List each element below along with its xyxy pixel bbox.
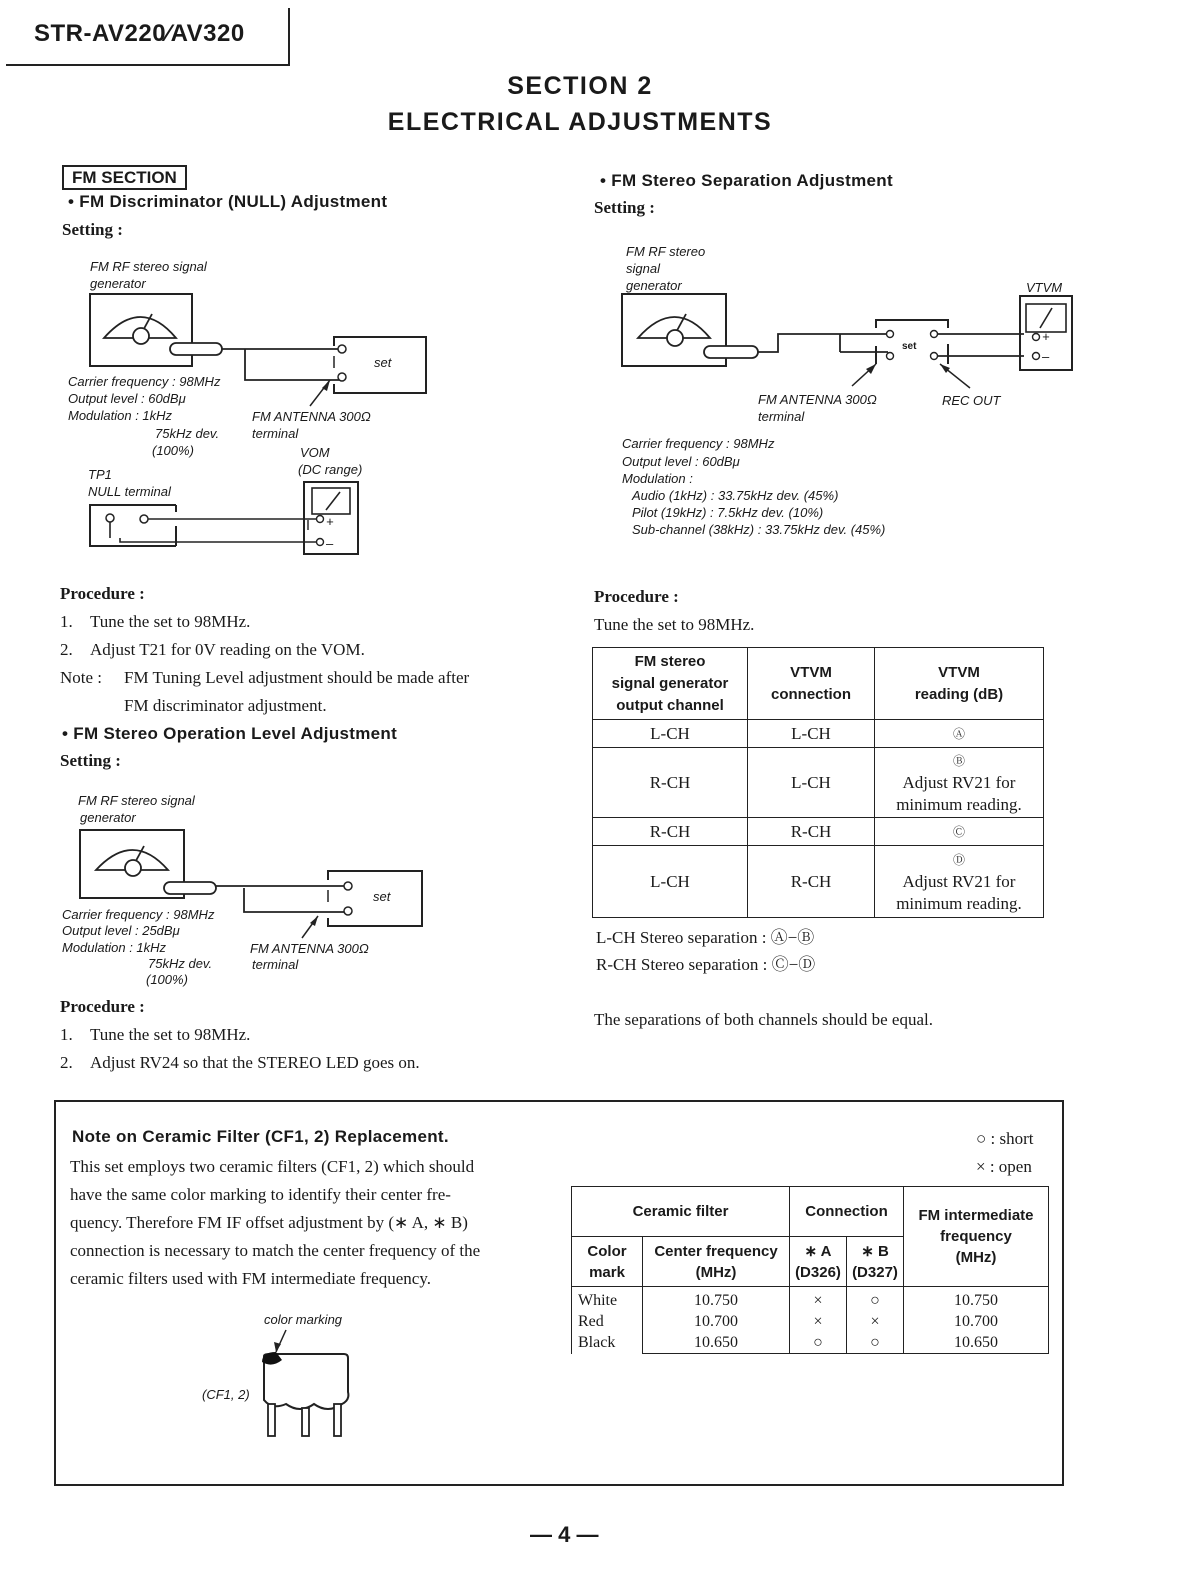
disc-generator-label-2: generator	[90, 276, 146, 291]
sep-gen-cell: R-CH	[593, 748, 748, 818]
sep-procedure-text: Tune the set to 98MHz.	[594, 615, 755, 634]
cf-color-cell: White Red Black	[572, 1287, 643, 1354]
model-name: STR-AV220⁄AV320	[34, 20, 245, 47]
ceramic-paragraph-line-3: quency. Therefore FM IF offset adjustment by (∗ A, ∗ B)	[70, 1213, 468, 1232]
sep-generator-label-2: signal	[626, 261, 660, 276]
vtvm-label: VTVM	[1026, 280, 1063, 295]
vtvm-minus: –	[1042, 349, 1050, 364]
disc-step-1: 1. Tune the set to 98MHz.	[60, 612, 251, 631]
disc-output: Output level : 60dBμ	[68, 391, 186, 406]
vom-plus: +	[326, 514, 334, 529]
op-generator-label-1: FM RF stereo signal	[78, 793, 195, 808]
cf-head-connection: Connection	[790, 1187, 904, 1237]
disc-generator-label-1: FM RF stereo signal	[90, 259, 207, 274]
op-step-1: 1. Tune the set to 98MHz.	[60, 1025, 251, 1044]
disc-step-2: 2. Adjust T21 for 0V reading on the VOM.	[60, 640, 365, 659]
cf-label: (CF1, 2)	[202, 1387, 250, 1402]
sep-conn-cell: L-CH	[748, 748, 875, 818]
ceramic-paragraph-line-5: ceramic filters used with FM intermediate frequency.	[70, 1269, 431, 1288]
sep-conn-cell: L-CH	[748, 720, 875, 748]
sep-conn-cell: R-CH	[748, 846, 875, 918]
sep-procedure-label: Procedure :	[594, 587, 679, 606]
disc-dev: 75kHz dev.	[155, 426, 220, 441]
disc-antenna-1: FM ANTENNA 300Ω	[252, 409, 371, 424]
ceramic-filter-table	[571, 1186, 1049, 1354]
sep-subchannel: Sub-channel (38kHz) : 33.75kHz dev. (45%)	[632, 522, 886, 537]
sep-set-label: set	[902, 341, 917, 352]
sep-gen-cell: R-CH	[593, 818, 748, 846]
op-antenna-2: terminal	[252, 957, 299, 972]
cf-center-cell: 10.750 10.700 10.650	[643, 1287, 790, 1354]
disc-set-label: set	[374, 355, 392, 370]
op-generator-label-2: generator	[80, 810, 136, 825]
section-title: ELECTRICAL ADJUSTMENTS	[387, 108, 773, 136]
sep-reading-cell: Ⓑ Adjust RV21 for minimum reading.	[875, 748, 1044, 818]
disc-note: Note : FM Tuning Level adjustment should be made after	[60, 668, 470, 687]
section-number: SECTION 2	[507, 72, 653, 100]
color-marking-label: color marking	[264, 1312, 343, 1327]
operation-level-heading: • FM Stereo Operation Level Adjustment	[62, 724, 398, 743]
cf-table-header-1	[572, 1187, 1049, 1237]
op-output: Output level : 25dBμ	[62, 923, 180, 938]
disc-modulation: Modulation : 1kHz	[68, 408, 173, 423]
sep-antenna-2: terminal	[758, 409, 805, 424]
op-antenna-1: FM ANTENNA 300Ω	[250, 941, 369, 956]
separation-equal-note: The separations of both channels should be equal.	[594, 1010, 933, 1029]
sep-conn-cell: R-CH	[748, 818, 875, 846]
sep-audio: Audio (1kHz) : 33.75kHz dev. (45%)	[632, 488, 839, 503]
sep-generator-label-1: FM RF stereo	[626, 244, 706, 259]
cf-a-cell: × × ○	[790, 1287, 847, 1354]
disc-carrier: Carrier frequency : 98MHz	[68, 374, 221, 389]
sep-reading-cell: Ⓓ Adjust RV21 for minimum reading.	[875, 846, 1044, 918]
sep-gen-cell: L-CH	[593, 720, 748, 748]
null-terminal-label: NULL terminal	[88, 484, 171, 499]
op-pct: (100%)	[146, 972, 188, 987]
fm-section-label: FM SECTION	[62, 165, 187, 190]
sep-head-connection: VTVM connection	[748, 648, 875, 720]
separation-setting-label: Setting :	[594, 198, 655, 217]
vom-label: VOM	[300, 445, 330, 460]
sep-carrier: Carrier frequency : 98MHz	[622, 436, 775, 451]
disc-pct: (100%)	[152, 443, 194, 458]
sep-head-generator: FM stereo signal generator output channel	[593, 648, 748, 720]
tp1-label: TP1	[88, 467, 112, 482]
operation-setting-label: Setting :	[60, 751, 121, 770]
discriminator-setting-label: Setting :	[62, 220, 123, 239]
vtvm-plus: +	[1042, 329, 1050, 344]
lch-separation-result: L-CH Stereo separation : Ⓐ−Ⓑ	[596, 928, 815, 947]
ceramic-paragraph-line-4: connection is necessary to match the center frequency of the	[70, 1241, 481, 1260]
cf-b-cell: ○ × ○	[847, 1287, 904, 1354]
sep-antenna-1: FM ANTENNA 300Ω	[758, 392, 877, 407]
sep-generator-label-3: generator	[626, 278, 682, 293]
disc-note-cont: FM discriminator adjustment.	[124, 696, 327, 715]
separation-heading: • FM Stereo Separation Adjustment	[600, 171, 893, 190]
sep-head-reading: VTVM reading (dB)	[875, 648, 1044, 720]
cf-fm-cell: 10.750 10.700 10.650	[904, 1287, 1049, 1354]
rec-out-label: REC OUT	[942, 393, 1001, 408]
disc-antenna-2: terminal	[252, 426, 299, 441]
op-set-label: set	[373, 889, 391, 904]
cf-head-fm-if: FM intermediate frequency (MHz)	[904, 1187, 1049, 1287]
sep-gen-cell: L-CH	[593, 846, 748, 918]
sep-reading-cell: Ⓒ	[875, 818, 1044, 846]
op-modulation: Modulation : 1kHz	[62, 940, 167, 955]
cf-head-a: ∗ A (D326)	[790, 1237, 847, 1287]
cf-head-center: Center frequency (MHz)	[643, 1237, 790, 1287]
sep-output: Output level : 60dBμ	[622, 454, 740, 469]
op-procedure-label: Procedure :	[60, 997, 145, 1016]
sep-modulation: Modulation :	[622, 471, 693, 486]
rch-separation-result: R-CH Stereo separation : Ⓒ−Ⓓ	[596, 955, 816, 974]
discriminator-heading: • FM Discriminator (NULL) Adjustment	[68, 192, 388, 211]
cf-head-color: Color mark	[572, 1237, 643, 1287]
legend-short: ○ : short	[976, 1129, 1034, 1148]
vom-minus: –	[326, 536, 334, 551]
vom-range: (DC range)	[298, 462, 363, 477]
cf-head-ceramic: Ceramic filter	[572, 1187, 790, 1237]
legend-open: × : open	[976, 1157, 1032, 1176]
op-dev: 75kHz dev.	[148, 956, 213, 971]
disc-procedure-label: Procedure :	[60, 584, 145, 603]
page-number: — 4 —	[530, 1522, 599, 1547]
ceramic-note-title: Note on Ceramic Filter (CF1, 2) Replacement.	[72, 1127, 449, 1146]
sep-reading-cell: Ⓐ	[875, 720, 1044, 748]
ceramic-paragraph-line-2: have the same color marking to identify their center fre-	[70, 1185, 451, 1204]
table-row	[572, 1287, 1049, 1354]
op-step-2: 2. Adjust RV24 so that the STEREO LED goes on.	[60, 1053, 420, 1072]
sep-pilot: Pilot (19kHz) : 7.5kHz dev. (10%)	[632, 505, 824, 520]
cf-head-b: ∗ B (D327)	[847, 1237, 904, 1287]
ceramic-paragraph-line-1: This set employs two ceramic filters (CF1, 2) which should	[70, 1157, 475, 1176]
op-carrier: Carrier frequency : 98MHz	[62, 907, 215, 922]
